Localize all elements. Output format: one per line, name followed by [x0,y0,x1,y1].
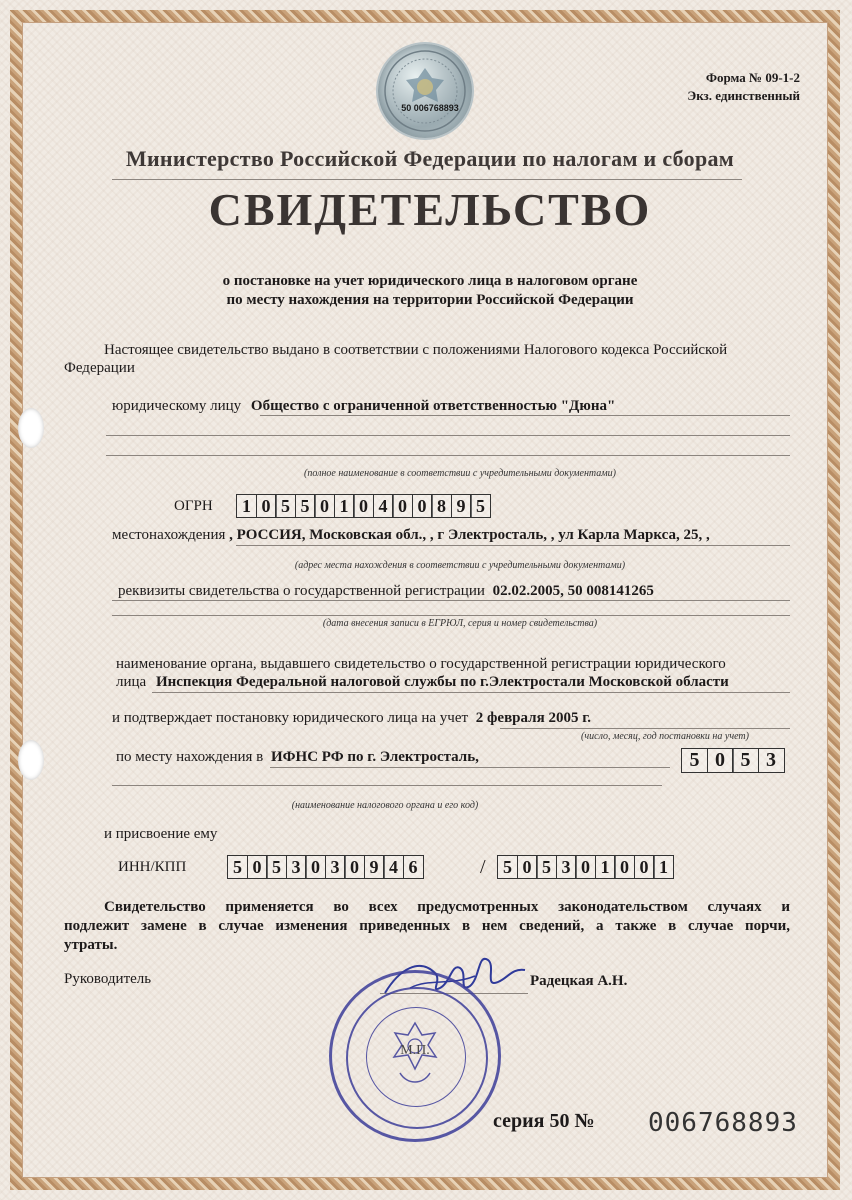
tax-office-value: ИФНС РФ по г. Электросталь, [271,749,479,765]
issuer-field [116,673,729,692]
tax-office-code-boxes [681,748,783,773]
digit-box: 9 [364,855,385,879]
digit-box: 5 [295,494,316,518]
entity-hint: (полное наименование в соответствии с учредительными документами) [304,468,616,479]
digit-box: 5 [227,855,248,879]
official-seal-icon [329,970,501,1142]
digit-box: 5 [536,855,557,879]
digit-box: 5 [681,748,708,773]
digit-box: 0 [305,855,326,879]
tax-office-hint: (наименование налогового органа и его код) [291,800,479,811]
confirm-date: 2 февраля 2005 г. [475,710,592,726]
digit-box: 0 [256,494,277,518]
subtitle-line-1: о постановке на учет юридического лица в налоговом органе [222,273,638,289]
tax-office-line-1 [270,767,670,768]
location-hint: (адрес места нахождения в соответствии с учредительными документами) [294,560,626,571]
registration-field [118,582,654,601]
location-value: , РОССИЯ, Московская обл., , г Электросталь, , ул Карла Маркса, 25, , [229,527,710,543]
signatory-name: Радецкая А.Н. [530,973,628,989]
digit-box: 0 [614,855,635,879]
digit-box: 5 [732,748,759,773]
digit-box: 1 [653,855,674,879]
series-label: серия 50 № [493,1110,595,1132]
confirm-line [500,728,790,729]
ministry-name: Министерство Российской Федерации по налогам и сборам [125,146,735,171]
ogrn-label: ОГРН [174,498,213,514]
inn-kpp-label: ИНН/КПП [118,859,187,875]
digit-box: 6 [403,855,424,879]
notice-line-3: утраты. [64,937,118,953]
entity-field [112,397,615,416]
ogrn-boxes [236,494,490,518]
digit-box: 1 [236,494,257,518]
intro-line-1: Настоящее свидетельство выдано в соответствии с положениями Налогового кодекса Российской [104,342,728,358]
registration-hint: (дата внесения записи в ЕГРЮЛ, серия и номер свидетельства) [322,618,598,629]
location-line [236,545,790,546]
series-number: 006768893 [648,1108,798,1138]
confirm-label: и подтверждает постановку юридического лица на учет [112,710,469,726]
issuer-value: Инспекция Федеральной налоговой службы по г.Электростали Московской области [155,674,729,690]
digit-box: 0 [707,748,734,773]
digit-box: 0 [634,855,655,879]
digit-box: 1 [595,855,616,879]
assign-label: и присвоение ему [104,826,218,842]
digit-box: 5 [470,494,491,518]
confirm-hint: (число, месяц, год постановки на учет) [581,731,749,742]
ministry-underline [112,179,742,180]
entity-line-1 [260,415,790,416]
digit-box: 0 [314,494,335,518]
entity-label: юридическому лицу [112,398,242,414]
inn-boxes [227,855,422,879]
entity-line-3 [106,455,790,456]
registration-line-1 [112,600,790,601]
registration-value: 02.02.2005, 50 008141265 [492,583,654,599]
issuer-label: лица [116,674,147,690]
copy-note: Экз. единственный [687,88,800,103]
digit-box: 0 [517,855,538,879]
digit-box: 0 [247,855,268,879]
location-label: местонахождения [112,527,226,543]
notice-line-1: Свидетельство применяется во всех предусмотренных законодательством случаях и [104,899,790,915]
digit-box: 5 [266,855,287,879]
document-subtitle [60,272,800,310]
digit-box: 4 [373,494,394,518]
digit-box: 0 [353,494,374,518]
entity-value: Общество с ограниченной ответственностью "Дюна" [250,398,616,414]
digit-box: 1 [334,494,355,518]
digit-box: 0 [412,494,433,518]
hologram-seal-icon [378,44,472,138]
hologram-number: 50 006768893 [401,103,459,113]
entity-line-2 [106,435,790,436]
digit-box: 0 [344,855,365,879]
head-label: Руководитель [64,971,152,987]
digit-box: 3 [286,855,307,879]
punch-hole-top [18,408,44,448]
kpp-boxes [497,855,673,879]
stamp-mark: М.П. [400,1043,430,1058]
notice-line-2: подлежит замене в случае изменения приведенных в нем сведений, а также в случае порчи, [64,918,790,934]
registration-label: реквизиты свидетельства о государственной регистрации [118,583,485,599]
digit-box: 9 [451,494,472,518]
digit-box: 3 [325,855,346,879]
digit-box: 8 [431,494,452,518]
digit-box: 3 [556,855,577,879]
tax-office-line-2 [112,785,662,786]
document-title: СВИДЕТЕЛЬСТВО [208,184,652,235]
punch-hole-bottom [18,740,44,780]
digit-box: 4 [383,855,404,879]
confirm-field [112,709,591,728]
digit-box: 5 [497,855,518,879]
subtitle-line-2: по месту нахождения на территории Российской Федерации [226,292,634,308]
digit-box: 0 [575,855,596,879]
location-field [112,526,710,545]
issuer-line-1: наименование органа, выдавшего свидетельство о государственной регистрации юридического [116,656,726,672]
inn-kpp-separator: / [480,856,486,878]
registration-line-2 [112,615,790,616]
digit-box: 0 [392,494,413,518]
digit-box: 5 [275,494,296,518]
intro-line-2: Федерации [64,360,135,376]
tax-office-label: по месту нахождения в [116,749,264,765]
form-number: Форма № 09-1-2 [705,70,800,85]
tax-office-field [116,748,479,767]
digit-box: 3 [758,748,785,773]
issuer-line [152,692,790,693]
